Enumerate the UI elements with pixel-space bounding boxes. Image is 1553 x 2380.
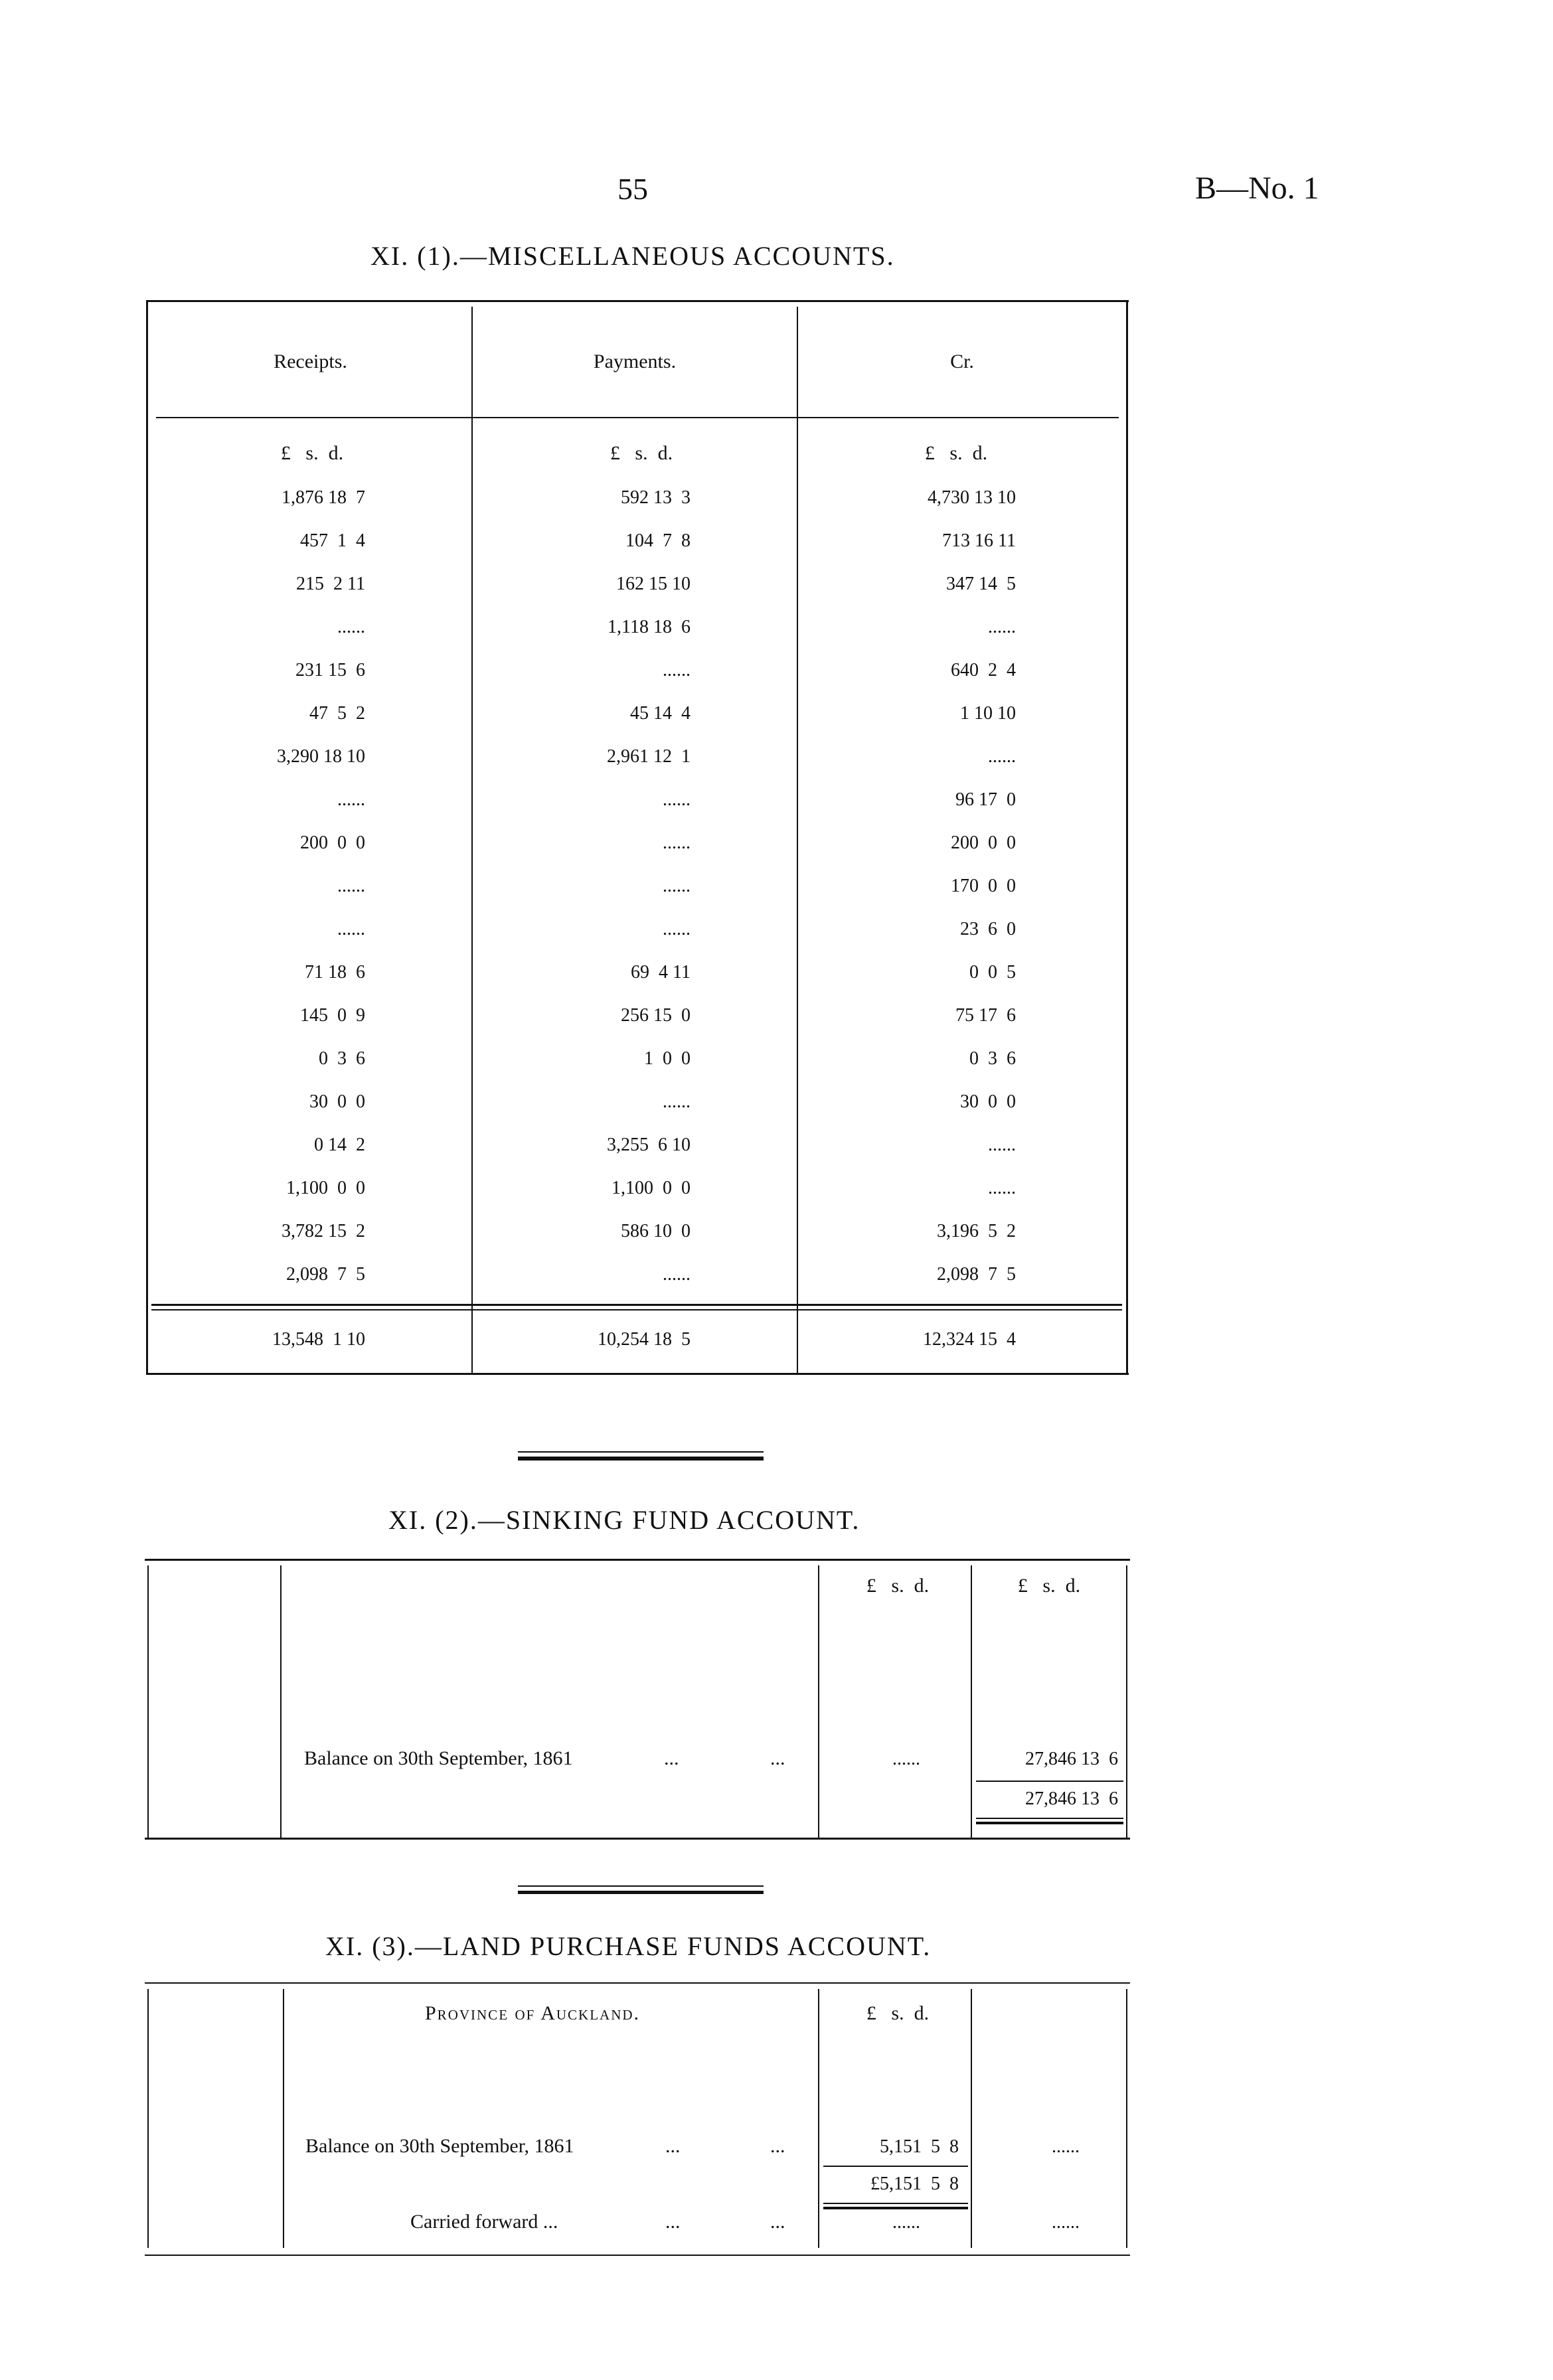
table-top-rule	[145, 1982, 1130, 1984]
receipts-cell: ......	[337, 617, 365, 637]
column-header-cr: Cr.	[950, 351, 974, 372]
payments-cell: 2,961 12 1	[607, 746, 691, 767]
balance-label: Balance on 30th September, 1861	[305, 2135, 574, 2157]
payments-cell: ......	[663, 789, 691, 810]
payments-cell: ......	[663, 833, 691, 853]
cr-cell: 23 6 0	[960, 919, 1016, 939]
leader-dots: ...	[665, 2135, 681, 2157]
cr-cell: 4,730 13 10	[928, 487, 1016, 508]
cr-cell: 200 0 0	[951, 833, 1016, 853]
receipts-cell: 2,098 7 5	[286, 1264, 365, 1285]
cr-cell: 3,196 5 2	[937, 1221, 1016, 1241]
receipts-cell: 200 0 0	[300, 833, 365, 853]
land-balance-right: ......	[1052, 2136, 1080, 2157]
cr-cell: ......	[988, 617, 1016, 637]
leader-dots: ...	[665, 2211, 681, 2233]
section-divider	[518, 1457, 764, 1461]
carried-forward-label: Carried forward ...	[410, 2211, 558, 2233]
total-double-rule	[823, 2207, 968, 2209]
column-divider	[818, 1989, 819, 2248]
cr-cell: 170 0 0	[951, 876, 1016, 896]
table-left-rule	[147, 1989, 149, 2248]
payments-cell: 256 15 0	[621, 1005, 691, 1026]
total-double-rule	[976, 1822, 1123, 1824]
cr-cell: 1 10 10	[960, 703, 1016, 724]
cr-cell: 640 2 4	[951, 660, 1016, 680]
payments-cell: ......	[663, 1264, 691, 1285]
column-divider	[818, 1565, 819, 1838]
cr-total: 12,324 15 4	[923, 1329, 1016, 1350]
leader-dots: ...	[770, 2135, 785, 2157]
cr-cell: ......	[988, 1135, 1016, 1155]
total-double-rule	[976, 1818, 1123, 1819]
payments-cell: 162 15 10	[616, 574, 691, 594]
column-divider	[971, 1989, 972, 2248]
cr-cell: 713 16 11	[942, 530, 1016, 551]
column-divider	[283, 1989, 284, 2248]
table-bottom-rule	[146, 1373, 1129, 1375]
cr-cell: 30 0 0	[960, 1091, 1016, 1112]
page-number: 55	[617, 172, 648, 206]
unit-label: £ s. d.	[280, 442, 344, 464]
column-header-receipts: Receipts.	[274, 351, 347, 372]
payments-cell: ......	[663, 919, 691, 939]
sinking-fund-title: XI. (2).—SINKING FUND ACCOUNT.	[388, 1505, 860, 1535]
column-divider	[471, 307, 473, 1374]
table-bottom-rule	[145, 1838, 1130, 1840]
table-left-rule	[146, 300, 148, 1374]
payments-cell: ......	[663, 660, 691, 680]
sinking-col1-value: ......	[892, 1749, 920, 1769]
receipts-cell: 145 0 9	[300, 1005, 365, 1026]
column-header-payments: Payments.	[593, 351, 677, 372]
land-balance-value: 5,151 5 8	[880, 2136, 959, 2157]
total-rule	[151, 1309, 1122, 1310]
payments-cell: 586 10 0	[621, 1221, 691, 1241]
subtotal-rule	[976, 1781, 1123, 1782]
receipts-cell: 457 1 4	[300, 530, 365, 551]
table-right-rule	[1126, 1989, 1127, 2248]
carried-forward-value: ......	[892, 2212, 920, 2233]
receipts-cell: 1,876 18 7	[282, 487, 365, 508]
cr-cell: 347 14 5	[946, 574, 1016, 594]
section-divider	[518, 1885, 764, 1887]
table-right-rule	[1126, 300, 1128, 1374]
payments-cell: 45 14 4	[630, 703, 691, 724]
leader-dots: ...	[770, 2211, 785, 2233]
subtotal-rule	[823, 2166, 968, 2167]
cr-cell: 0 0 5	[969, 962, 1016, 983]
table-top-rule	[146, 300, 1129, 302]
payments-cell: ......	[663, 876, 691, 896]
header-rule	[156, 417, 1119, 418]
receipts-cell: 0 3 6	[319, 1048, 365, 1069]
receipts-cell: 71 18 6	[305, 962, 365, 983]
section-divider	[518, 1891, 764, 1894]
column-divider	[971, 1565, 972, 1838]
section-divider	[518, 1451, 764, 1453]
receipts-cell: 0 14 2	[314, 1135, 365, 1155]
document-reference: B—No. 1	[1195, 171, 1319, 206]
column-divider	[280, 1565, 282, 1838]
receipts-total: 13,548 1 10	[272, 1329, 365, 1350]
leader-dots: ...	[664, 1747, 679, 1769]
unit-label: £ s. d.	[1017, 1575, 1081, 1597]
total-rule	[151, 1304, 1122, 1306]
receipts-cell: 215 2 11	[296, 574, 365, 594]
sinking-balance-value: 27,846 13 6	[1025, 1749, 1118, 1769]
payments-cell: 1,100 0 0	[612, 1178, 691, 1198]
misc-accounts-title: XI. (1).—MISCELLANEOUS ACCOUNTS.	[370, 241, 895, 271]
payments-cell: 69 4 11	[631, 962, 691, 983]
sinking-total: 27,846 13 6	[1025, 1788, 1118, 1809]
receipts-cell: 1,100 0 0	[286, 1178, 365, 1198]
carried-forward-right: ......	[1052, 2212, 1080, 2233]
payments-cell: 592 13 3	[621, 487, 691, 508]
receipts-cell: ......	[337, 876, 365, 896]
unit-label: £ s. d.	[610, 442, 673, 464]
land-purchase-title: XI. (3).—LAND PURCHASE FUNDS ACCOUNT.	[325, 1931, 932, 1961]
payments-cell: 104 7 8	[625, 530, 691, 551]
payments-cell: 3,255 6 10	[607, 1135, 691, 1155]
total-double-rule	[823, 2203, 968, 2204]
receipts-cell: ......	[337, 919, 365, 939]
receipts-cell: 30 0 0	[309, 1091, 365, 1112]
table-right-rule	[1126, 1565, 1127, 1838]
receipts-cell: ......	[337, 789, 365, 810]
cr-cell: 96 17 0	[955, 789, 1016, 810]
table-top-rule	[145, 1559, 1130, 1561]
cr-cell: ......	[988, 1178, 1016, 1198]
receipts-cell: 3,782 15 2	[282, 1221, 365, 1241]
leader-dots: ...	[770, 1747, 785, 1769]
unit-label: £ s. d.	[866, 1575, 930, 1597]
receipts-cell: 3,290 18 10	[277, 746, 365, 767]
land-subtotal: £5,151 5 8	[870, 2174, 959, 2194]
receipts-cell: 231 15 6	[295, 660, 365, 680]
payments-cell: 1 0 0	[644, 1048, 691, 1069]
table-left-rule	[147, 1565, 149, 1838]
province-heading: Province of Auckland.	[425, 2002, 641, 2024]
column-divider	[797, 307, 798, 1374]
payments-cell: ......	[663, 1091, 691, 1112]
cr-cell: 2,098 7 5	[937, 1264, 1016, 1285]
balance-label: Balance on 30th September, 1861	[304, 1747, 573, 1769]
cr-cell: ......	[988, 746, 1016, 767]
receipts-cell: 47 5 2	[309, 703, 365, 724]
payments-cell: 1,118 18 6	[608, 617, 691, 637]
payments-total: 10,254 18 5	[598, 1329, 691, 1350]
unit-label: £ s. d.	[924, 442, 988, 464]
unit-label: £ s. d.	[866, 2002, 930, 2024]
cr-cell: 75 17 6	[955, 1005, 1016, 1026]
cr-cell: 0 3 6	[969, 1048, 1016, 1069]
table-bottom-rule	[145, 2255, 1130, 2256]
